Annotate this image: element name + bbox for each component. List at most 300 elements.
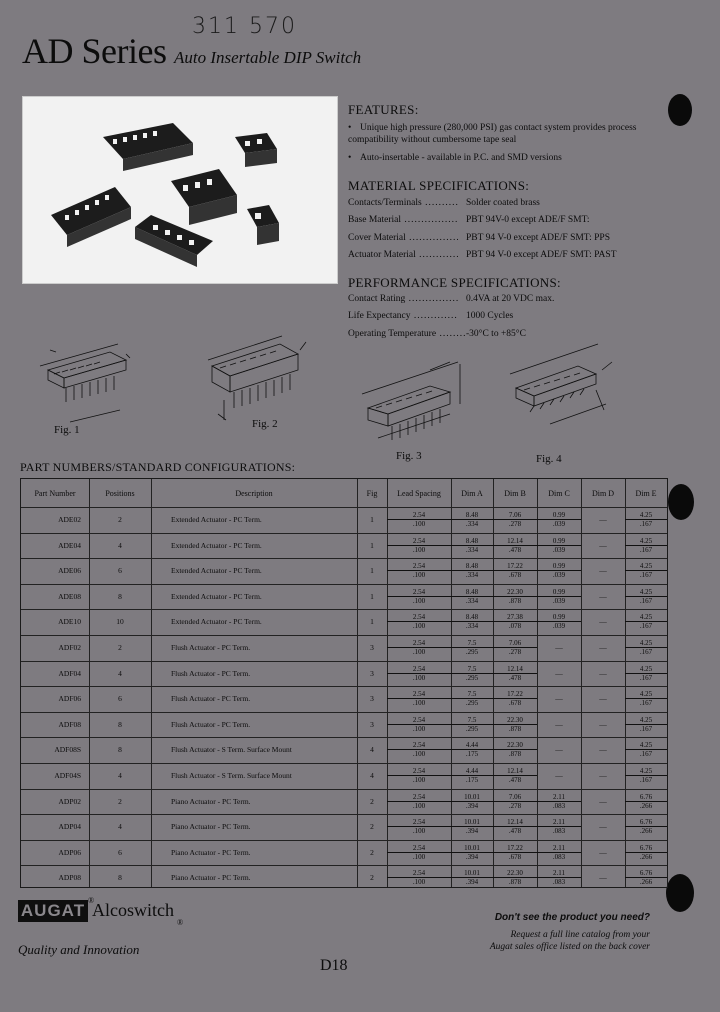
dim-inch: .678 (508, 699, 522, 708)
table-cell-dimension (451, 844, 493, 861)
dim-inch: .100 (412, 801, 426, 810)
dim-inch: .167 (639, 596, 653, 605)
table-cell-pos: 6 (118, 566, 122, 576)
table-cell-d: — (599, 873, 607, 883)
table-cell-c: — (555, 719, 563, 729)
dim-metric: 6.76 (625, 844, 667, 853)
dim-inch: .167 (639, 699, 653, 708)
dim-inch: .266 (639, 827, 653, 836)
spec-value: PBT 94 V-0 except ADE/F SMT: PAST (466, 250, 617, 260)
dim-metric: 22.30 (493, 869, 537, 878)
dim-metric: 2.54 (387, 613, 451, 622)
dim-metric: 4.25 (625, 690, 667, 699)
dim-metric: 4.25 (625, 741, 667, 750)
table-cell-dimension (537, 588, 581, 605)
dim-inch: .167 (639, 648, 653, 656)
dim-metric: 10.01 (451, 818, 493, 827)
dim-metric: 8.48 (451, 511, 493, 520)
table-cell-dimension (625, 690, 667, 707)
dim-metric: 2.54 (387, 767, 451, 776)
dim-inch: .266 (639, 878, 653, 887)
table-cell-dimension (493, 818, 537, 835)
table-cell-pn: ADF04S (54, 771, 81, 780)
dim-inch: .334 (465, 571, 479, 580)
table-header-cell: Part Number (34, 488, 76, 498)
spec-value: 0.4VA at 20 VDC max. (466, 294, 555, 304)
cta-line: Request a full line catalog from your (510, 930, 650, 940)
table-cell-pn: ADE10 (58, 617, 81, 627)
table-cell-dimension (625, 537, 667, 554)
table-cell-dimension (387, 818, 451, 835)
table-header-cell: Positions (105, 488, 135, 498)
table-cell-dimension (493, 588, 537, 605)
dim-metric: 2.54 (387, 537, 451, 546)
dim-inch: .278 (508, 801, 522, 810)
fig3-drawing (362, 362, 460, 440)
spec-label: Cover Material ..... (348, 233, 458, 243)
table-cell-d: — (599, 719, 607, 729)
table-header-cell: Dim C (548, 488, 570, 498)
spec-label: Operating Temperature ..... (348, 329, 466, 339)
feature-item: • Unique high pressure (280,000 PSI) gas contact system provides process compatibility without cumbersome tape seal (348, 123, 637, 145)
dim-inch: .394 (465, 878, 479, 887)
table-cell-c: — (555, 771, 563, 780)
dim-inch: .039 (552, 571, 566, 580)
spec-value: Solder coated brass (466, 198, 540, 208)
dim-metric: 8.48 (451, 562, 493, 571)
table-cell-desc: Piano Actuator - PC Term. (171, 822, 251, 832)
feature-text: Auto-insertable - available in P.C. and SMD versions (360, 153, 562, 163)
dim-metric: 2.11 (537, 869, 581, 878)
table-cell-dimension (537, 562, 581, 579)
table-cell-dimension (451, 537, 493, 554)
table-cell-dimension (451, 562, 493, 579)
dim-metric: 7.5 (451, 665, 493, 674)
dim-inch: .083 (552, 878, 566, 887)
material-row (348, 198, 648, 211)
dim-metric: 2.11 (537, 818, 581, 827)
table-cell-pos: 4 (118, 540, 122, 550)
dim-inch: .334 (465, 545, 479, 554)
table-cell-pos: 8 (118, 591, 122, 601)
table-cell-dimension (537, 537, 581, 554)
table-cell-d: — (599, 668, 607, 678)
dim-metric: 2.54 (387, 844, 451, 853)
spec-value: 1000 Cycles (466, 311, 514, 321)
table-cell-c: — (555, 745, 563, 755)
table-cell-pn: ADP02 (58, 796, 81, 806)
table-cell-dimension (387, 588, 451, 605)
dim-metric: 0.99 (537, 588, 581, 597)
table-cell-dimension (451, 665, 493, 682)
table-cell-dimension (451, 613, 493, 630)
dim-metric: 6.76 (625, 869, 667, 878)
page-subtitle: Auto Insertable DIP Switch (174, 48, 362, 67)
table-cell-dimension (387, 716, 451, 733)
table-cell-dimension (493, 562, 537, 579)
table-cell-dimension (493, 665, 537, 682)
table-cell-desc: Extended Actuator - PC Term. (171, 566, 262, 576)
table-cell-dimension (451, 511, 493, 528)
table-cell-pn: ADE08 (58, 591, 81, 601)
dim-inch: .478 (508, 545, 522, 554)
dim-metric: 2.54 (387, 793, 451, 802)
table-cell-dimension (493, 613, 537, 630)
figure-label: Fig. 4 (536, 453, 562, 465)
table-cell-fig: 2 (370, 822, 374, 832)
dim-inch: .295 (465, 673, 479, 682)
table-cell-dimension (493, 690, 537, 707)
dim-metric: 2.54 (387, 562, 451, 571)
table-cell-pos: 6 (118, 847, 122, 857)
table-cell-dimension (625, 741, 667, 758)
table-cell-desc: Extended Actuator - PC Term. (171, 591, 262, 601)
table-cell-pos: 6 (118, 694, 122, 704)
dim-inch: .878 (508, 596, 522, 605)
table-cell-dimension (387, 767, 451, 784)
table-cell-desc: Piano Actuator - PC Term. (171, 847, 251, 857)
table-cell-d: — (599, 847, 607, 857)
table-cell-pos: 2 (118, 796, 122, 806)
table-cell-desc: Flush Actuator - PC Term. (171, 694, 251, 704)
table-cell-pn: ADE04 (58, 540, 81, 550)
table-cell-d: — (599, 617, 607, 627)
table-row-divider (21, 763, 667, 764)
dim-metric: 10.01 (451, 793, 493, 802)
dim-inch: .878 (508, 878, 522, 887)
table-cell-dimension (493, 767, 537, 784)
table-cell-d: — (599, 771, 607, 780)
binder-hole-top (668, 94, 692, 126)
spec-label: Base Material ..... (348, 215, 458, 225)
tagline: Quality and Innovation (18, 942, 140, 957)
fig4-drawing (510, 344, 612, 424)
table-cell-dimension (493, 741, 537, 758)
table-cell-pn: ADE02 (58, 515, 81, 524)
table-cell-dimension (451, 639, 493, 656)
spec-value: PBT 94 V-0 except ADE/F SMT: PPS (466, 233, 610, 243)
registered-mark-icon: ® (88, 896, 95, 905)
dim-metric: 2.11 (537, 793, 581, 802)
dim-inch: .678 (508, 852, 522, 861)
dim-inch: .478 (508, 776, 522, 784)
spec-label: Contact Rating ..... (348, 294, 458, 304)
dim-metric: 10.01 (451, 844, 493, 853)
table-cell-pn: ADF08S (54, 745, 81, 755)
table-cell-c: — (555, 694, 563, 704)
dim-inch: .039 (552, 520, 566, 528)
dim-metric: 4.25 (625, 537, 667, 546)
dim-inch: .039 (552, 596, 566, 605)
product-photo (22, 96, 338, 284)
figure-label: Fig. 3 (396, 450, 422, 462)
table-cell-dimension (625, 767, 667, 784)
table-cell-d: — (599, 796, 607, 806)
feature-item: • Auto-insertable - available in P.C. and SMD versions (348, 153, 562, 163)
table-cell-dimension (493, 511, 537, 528)
dim-metric: 0.99 (537, 537, 581, 546)
dim-inch: .334 (465, 596, 479, 605)
dim-metric: 4.25 (625, 716, 667, 725)
dim-metric: 7.5 (451, 716, 493, 725)
table-cell-dimension (537, 869, 581, 886)
table-cell-desc: Flush Actuator - S Term. Surface Mount (171, 771, 292, 780)
table-cell-dimension (537, 818, 581, 835)
dim-inch: .175 (465, 750, 479, 759)
augat-logo: AUGAT (18, 900, 88, 922)
feature-text: Unique high pressure (280,000 PSI) gas contact system provides process compatibility without cumbersome tape seal (348, 123, 637, 145)
table-cell-dimension (451, 690, 493, 707)
table-header-cell: Dim A (461, 488, 483, 498)
dim-metric: 4.25 (625, 639, 667, 648)
dim-metric: 6.76 (625, 818, 667, 827)
dim-metric: 2.54 (387, 588, 451, 597)
dim-inch: .878 (508, 724, 522, 733)
spec-label: Life Expectancy ..... (348, 311, 458, 321)
features-heading: FEATURES: (348, 102, 419, 117)
table-cell-desc: Extended Actuator - PC Term. (171, 540, 262, 550)
table-cell-dimension (451, 741, 493, 758)
table-cell-pos: 4 (118, 822, 122, 832)
dim-metric: 0.99 (537, 562, 581, 571)
brand-name: Alcoswitch (92, 900, 174, 920)
table-cell-c: — (555, 668, 563, 678)
dim-inch: .100 (412, 724, 426, 733)
table-row-divider (21, 635, 667, 636)
table-cell-pos: 8 (118, 745, 122, 755)
dim-inch: .100 (412, 750, 426, 759)
table-cell-d: — (599, 643, 607, 652)
dim-metric: 8.48 (451, 588, 493, 597)
table-cell-fig: 4 (370, 771, 374, 780)
page-title: AD Series (22, 31, 167, 71)
table-cell-dimension (625, 588, 667, 605)
table-cell-pos: 2 (118, 515, 122, 524)
table-row-divider (21, 533, 667, 534)
table-cell-dimension (387, 869, 451, 886)
table-cell-fig: 1 (370, 566, 374, 576)
dim-metric: 2.54 (387, 690, 451, 699)
dim-metric: 17.22 (493, 562, 537, 571)
table-cell-fig: 1 (370, 591, 374, 601)
dim-inch: .478 (508, 827, 522, 836)
table-cell-pn: ADP08 (58, 873, 81, 883)
table-header-cell: Lead Spacing (397, 488, 441, 498)
dim-metric: 8.48 (451, 613, 493, 622)
dim-metric: 2.11 (537, 844, 581, 853)
dim-metric: 4.25 (625, 562, 667, 571)
dim-inch: .100 (412, 596, 426, 605)
material-row (348, 233, 648, 246)
table-cell-d: — (599, 745, 607, 755)
dim-metric: 2.54 (387, 511, 451, 520)
dim-metric: 0.99 (537, 511, 581, 520)
dim-metric: 2.54 (387, 665, 451, 674)
cta-line: Augat sales office listed on the back cover (489, 942, 650, 952)
dim-metric: 2.54 (387, 716, 451, 725)
dim-metric: 7.06 (493, 511, 537, 520)
table-cell-desc: Extended Actuator - PC Term. (171, 617, 262, 627)
table-row-divider (21, 609, 667, 610)
table-row-divider (21, 814, 667, 815)
dim-metric: 12.14 (493, 537, 537, 546)
dim-inch: .100 (412, 776, 426, 784)
dim-metric: 4.25 (625, 665, 667, 674)
dim-metric: 4.25 (625, 767, 667, 776)
table-cell-desc: Flush Actuator - PC Term. (171, 719, 251, 729)
dim-metric: 4.25 (625, 588, 667, 597)
dim-metric: 22.30 (493, 716, 537, 725)
dim-inch: .039 (552, 545, 566, 554)
dim-metric: 7.5 (451, 639, 493, 648)
dim-metric: 10.01 (451, 869, 493, 878)
table-cell-dimension (387, 665, 451, 682)
table-header-cell: Dim E (635, 488, 657, 498)
table-row-divider (21, 558, 667, 559)
material-heading: MATERIAL SPECIFICATIONS: (348, 178, 530, 193)
table-cell-dimension (387, 741, 451, 758)
product-photo-drawing (23, 97, 337, 283)
table-cell-dimension (451, 818, 493, 835)
table-cell-fig: 2 (370, 796, 374, 806)
table-cell-pn: ADF08 (58, 719, 81, 729)
table-cell-desc: Flush Actuator - PC Term. (171, 668, 251, 678)
dim-inch: .295 (465, 648, 479, 656)
dim-inch: .334 (465, 520, 479, 528)
dim-inch: .478 (508, 673, 522, 682)
performance-row (348, 294, 648, 307)
table-cell-fig: 2 (370, 873, 374, 883)
table-cell-dimension (387, 690, 451, 707)
dim-inch: .266 (639, 801, 653, 810)
table-cell-pn: ADP06 (58, 847, 81, 857)
dim-inch: .100 (412, 852, 426, 861)
dim-inch: .100 (412, 622, 426, 631)
table-row-divider (21, 737, 667, 738)
dim-metric: 17.22 (493, 690, 537, 699)
table-cell-dimension (625, 818, 667, 835)
table-cell-dimension (493, 869, 537, 886)
dim-inch: .878 (508, 750, 522, 759)
table-cell-dimension (625, 665, 667, 682)
dim-inch: .100 (412, 878, 426, 887)
dim-inch: .100 (412, 545, 426, 554)
table-cell-dimension (625, 793, 667, 810)
dim-inch: .278 (508, 648, 522, 656)
table-cell-pn: ADF04 (58, 668, 81, 678)
table-cell-pos: 8 (118, 719, 122, 729)
table-cell-dimension (625, 844, 667, 861)
dim-metric: 4.25 (625, 511, 667, 520)
table-cell-fig: 1 (370, 540, 374, 550)
registered-mark-icon: ® (177, 918, 184, 927)
table-cell-dimension (387, 511, 451, 528)
table-row-divider (21, 712, 667, 713)
dim-metric: 4.44 (451, 741, 493, 750)
dim-metric: 22.30 (493, 741, 537, 750)
table-cell-pos: 4 (118, 771, 122, 780)
performance-row (348, 311, 648, 324)
table-cell-desc: Flush Actuator - S Term. Surface Mount (171, 745, 292, 755)
dim-inch: .167 (639, 750, 653, 759)
table-header-cell: Fig (366, 488, 378, 498)
table-cell-fig: 3 (370, 643, 374, 652)
table-row-divider (21, 789, 667, 790)
dim-inch: .167 (639, 520, 653, 528)
binder-hole-middle (668, 484, 694, 520)
table-cell-dimension (451, 767, 493, 784)
table-cell-fig: 3 (370, 668, 374, 678)
dim-inch: .083 (552, 801, 566, 810)
table-cell-pn: ADP04 (58, 822, 81, 832)
table-header-cell: Dim D (592, 488, 614, 498)
table-cell-dimension (537, 793, 581, 810)
table-cell-fig: 3 (370, 694, 374, 704)
dim-metric: 2.54 (387, 741, 451, 750)
dim-metric: 7.5 (451, 690, 493, 699)
spec-value: -30°C to +85°C (466, 329, 526, 339)
table-cell-pos: 10 (116, 617, 124, 627)
dim-metric: 2.54 (387, 869, 451, 878)
dim-inch: .083 (552, 827, 566, 836)
dim-inch: .394 (465, 852, 479, 861)
table-cell-dimension (387, 793, 451, 810)
table-cell-d: — (599, 566, 607, 576)
table-cell-dimension (387, 537, 451, 554)
dim-metric: 22.30 (493, 588, 537, 597)
dim-metric: 7.06 (493, 793, 537, 802)
table-cell-fig: 1 (370, 515, 374, 524)
dim-inch: .394 (465, 801, 479, 810)
dim-inch: .100 (412, 699, 426, 708)
dim-inch: .083 (552, 852, 566, 861)
dim-inch: .278 (508, 520, 522, 528)
dim-metric: 4.25 (625, 613, 667, 622)
dim-inch: .100 (412, 648, 426, 656)
fig1-drawing (40, 344, 130, 422)
table-cell-fig: 3 (370, 719, 374, 729)
dim-inch: .078 (508, 622, 522, 631)
table-cell-d: — (599, 515, 607, 524)
table-cell-dimension (625, 716, 667, 733)
dim-metric: 4.44 (451, 767, 493, 776)
material-row (348, 215, 648, 228)
table-cell-dimension (493, 639, 537, 656)
table-cell-dimension (625, 639, 667, 656)
table-cell-fig: 1 (370, 617, 374, 627)
dim-inch: .100 (412, 571, 426, 580)
table-cell-pos: 4 (118, 668, 122, 678)
table-cell-d: — (599, 591, 607, 601)
table-cell-dimension (493, 793, 537, 810)
dim-inch: .167 (639, 776, 653, 784)
table-cell-dimension (387, 844, 451, 861)
table-cell-dimension (625, 613, 667, 630)
page-number: D18 (320, 957, 348, 974)
table-cell-desc: Extended Actuator - PC Term. (171, 515, 262, 524)
table-cell-pn: ADF06 (58, 694, 81, 704)
spec-value: PBT 94V-0 except ADE/F SMT: (466, 215, 590, 225)
performance-heading: PERFORMANCE SPECIFICATIONS: (348, 275, 561, 290)
dim-inch: .175 (465, 776, 479, 784)
dim-metric: 12.14 (493, 767, 537, 776)
dim-inch: .394 (465, 827, 479, 836)
dim-inch: .100 (412, 520, 426, 528)
handwritten-note: 311 570 (192, 14, 297, 39)
table-cell-fig: 2 (370, 847, 374, 857)
table-cell-dimension (537, 613, 581, 630)
table-header-cell: Description (235, 488, 273, 498)
